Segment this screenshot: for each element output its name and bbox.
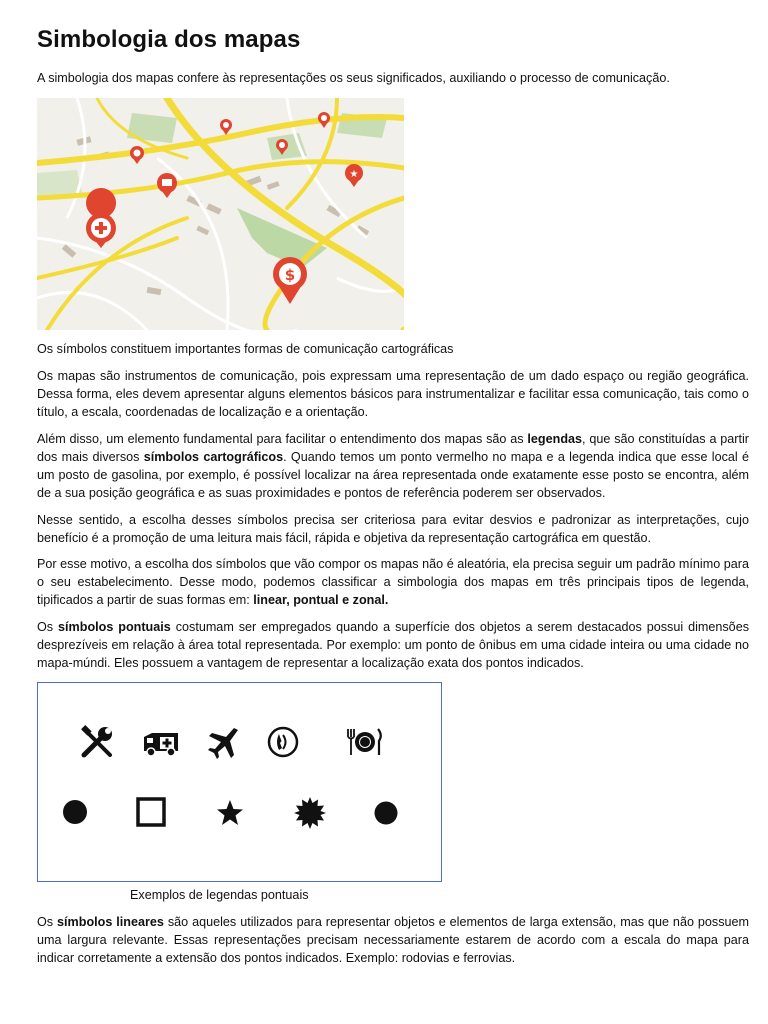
- page-title: Simbologia dos mapas: [37, 26, 301, 53]
- paragraph-4: Por esse motivo, a escolha dos símbolos que vão compor os mapas não é aleatória, ela precisa seguir um padrão mínimo para o seu estabelecimento. Desse modo, podemos classificar a simbologia dos mapas em três principais tipos de legenda, tipificados a partir de suas formas em: linear, pontual e zonal.: [37, 557, 749, 607]
- tools-icon: [80, 725, 116, 759]
- paragraph-2: Além disso, um elemento fundamental para facilitar o entendimento dos mapas são as legendas, que são constituídas a partir dos mais diversos símbolos cartográficos. Quando temos um ponto vermelho no mapa e a legenda indica que esse local é um posto de gasolina, por exemplo, é possível localizar na área representada onde exatamente esse posto se encontra, além de a sua posição geográfica e as suas proximidades e pontos de referência poderem ser observados.: [37, 432, 749, 500]
- map-image: [37, 98, 404, 330]
- paragraph-5: Os símbolos pontuais costumam ser empregados quando a superfície dos objetos a serem destacados possui dimensões desprezíveis em relação à área total representada. Por exemplo: um ponto de ônibus em uma cidade inteira ou uma cidade no mapa-múndi. Eles possuem a vantagem de representar a localização exata dos pontos indicados.: [37, 620, 749, 670]
- svg-text:$: $: [284, 266, 296, 284]
- telephone-icon: [266, 725, 300, 759]
- star-icon: [216, 799, 244, 827]
- paragraph-1: Os mapas são instrumentos de comunicação, pois expressam uma representação de um dado espaço ou região geográfica. Dessa forma, eles devem apresentar alguns elementos básicos para instrumentalizar e facilitar essa comunicação, tais como o título, a escala, coordenadas de localização e a orientação.: [37, 369, 749, 419]
- map-caption: Os símbolos constituem importantes formas de comunicação cartográficas: [37, 342, 454, 356]
- square-outline-icon: [136, 797, 166, 827]
- ambulance-icon: [142, 729, 180, 757]
- intro-paragraph: A simbologia dos mapas confere às representações os seus significados, auxiliando o processo de comunicação.: [37, 71, 670, 85]
- point-symbols-figure: [37, 682, 442, 882]
- restaurant-icon: [344, 727, 384, 757]
- filled-circle-icon: [62, 799, 88, 825]
- paragraph-3: Nesse sentido, a escolha desses símbolos precisa ser criteriosa para evitar desvios e padronizar as interpretações, cujo benefício é a promoção de uma leitura mais fácil, rápida e objetiva da representação cartográfica em questão.: [37, 513, 749, 545]
- paragraph-6: Os símbolos lineares são aqueles utilizados para representar objetos e elementos de larga extensão, mas que não possuem uma largura relevante. Essas representações precisam necessariamente estarem de acordo com a escala do mapa para indicar corretamente a extensão dos pontos indicados. Exemplo: rodovias e ferrovias.: [37, 915, 750, 965]
- starburst-icon: [294, 797, 326, 829]
- map-illustration: [37, 98, 404, 330]
- dot-icon: [374, 801, 398, 825]
- svg-text:★: ★: [349, 169, 359, 180]
- airplane-icon: [206, 725, 242, 761]
- symbols-caption: Exemplos de legendas pontuais: [130, 888, 309, 902]
